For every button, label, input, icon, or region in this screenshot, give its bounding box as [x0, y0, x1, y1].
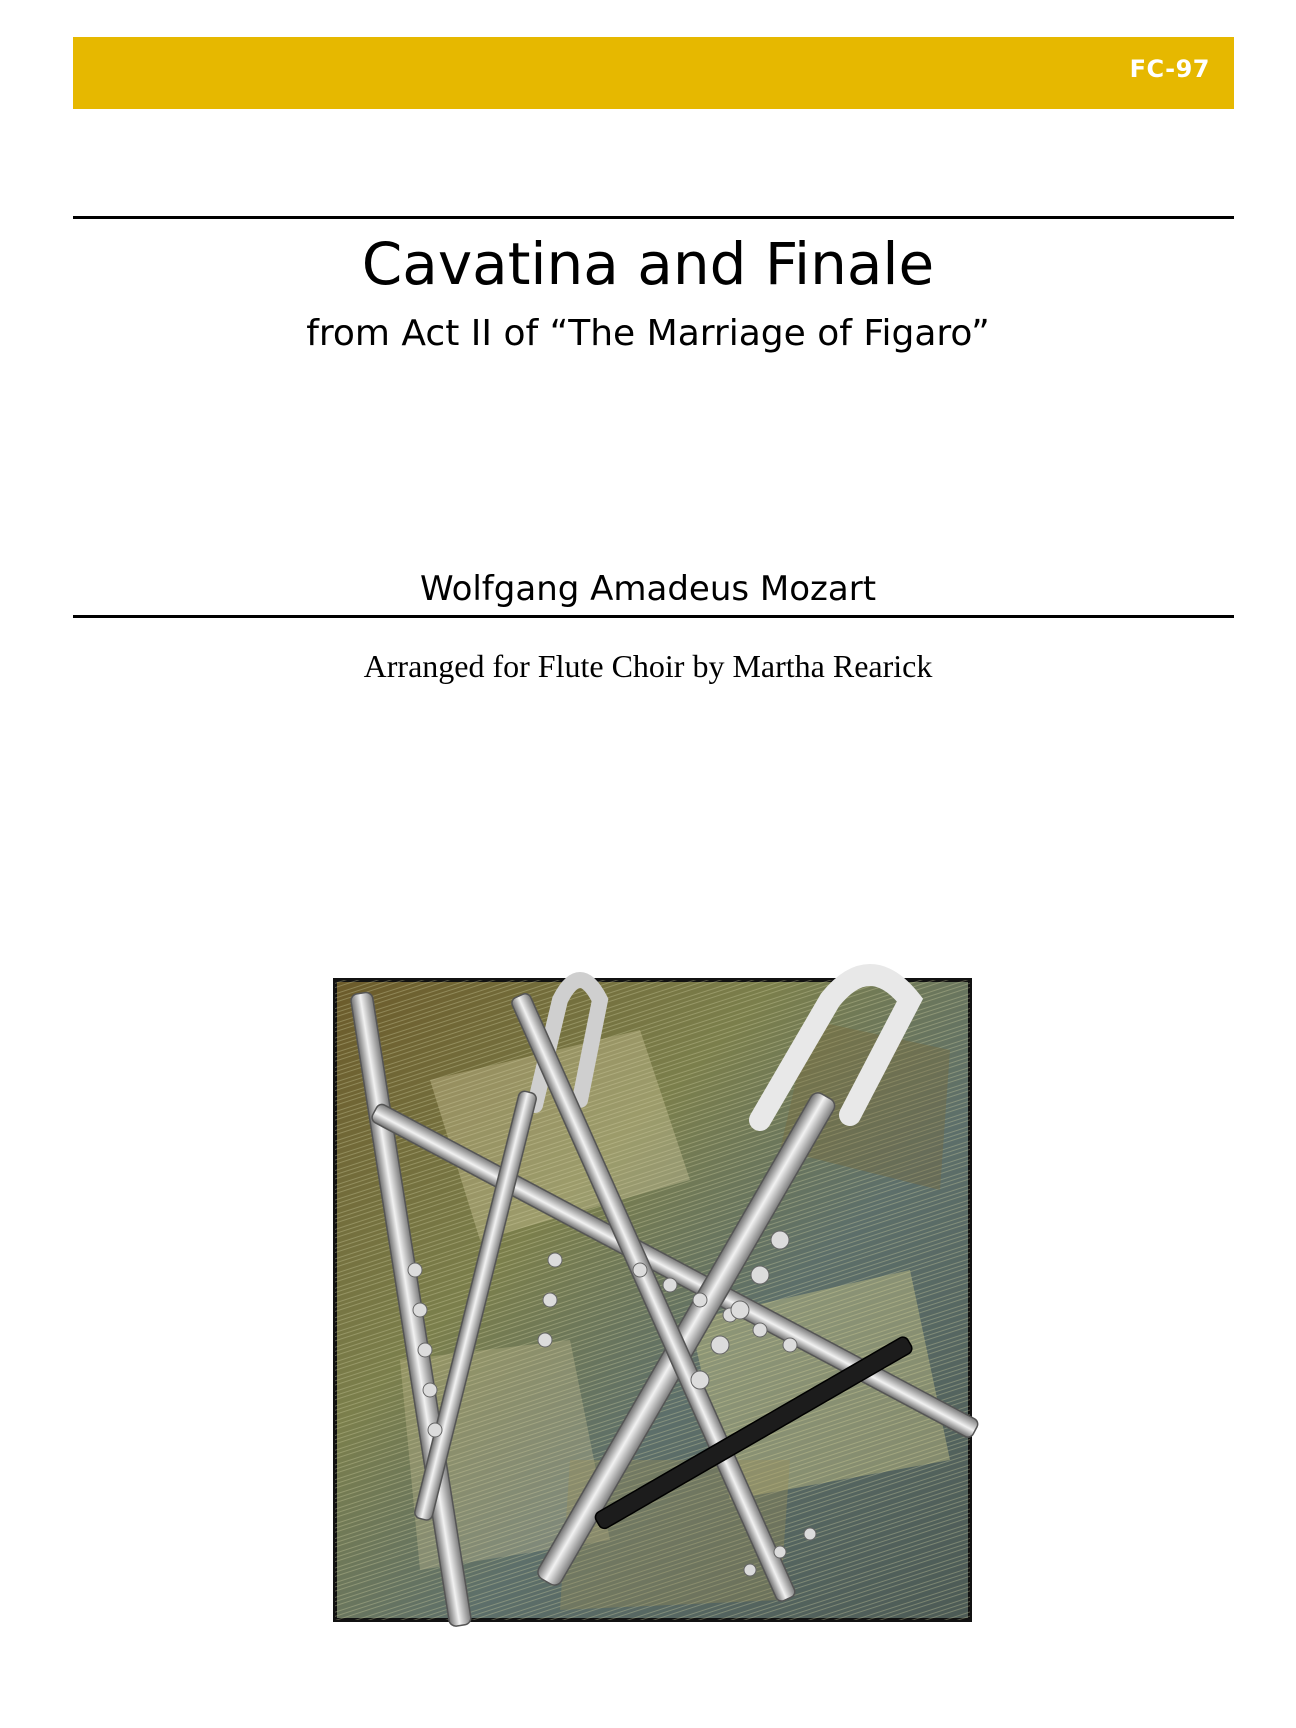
cover-artwork	[310, 940, 1010, 1660]
page-subtitle: from Act II of “The Marriage of Figaro”	[306, 313, 990, 354]
page-title: Cavatina and Finale	[361, 230, 935, 298]
catalog-number: FC-97	[1129, 55, 1210, 83]
composer-name: Wolfgang Amadeus Mozart	[419, 569, 877, 609]
flutes-illustration-icon	[310, 940, 1010, 1660]
composer-rule	[73, 615, 1234, 618]
top-rule	[73, 216, 1234, 219]
arranger-credit: Arranged for Flute Choir by Martha Rearick	[363, 648, 933, 684]
header-banner	[73, 37, 1234, 109]
